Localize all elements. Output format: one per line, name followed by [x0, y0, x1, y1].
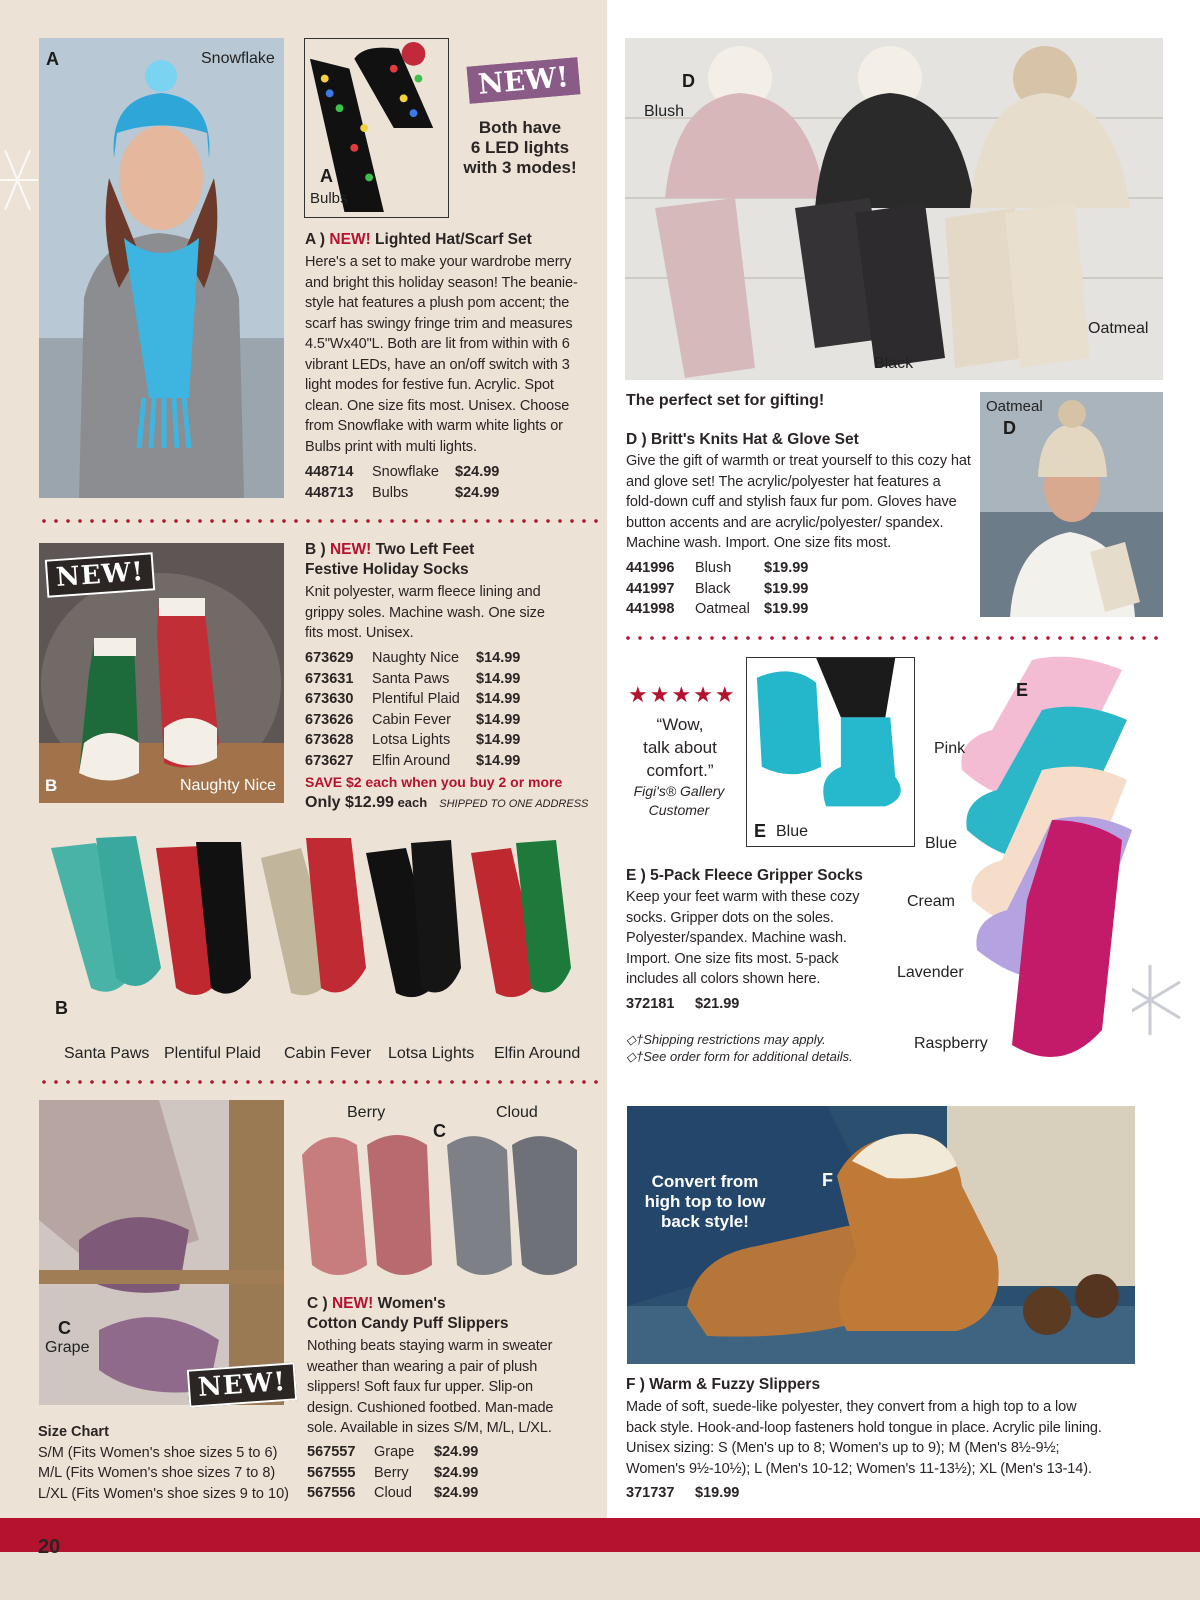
item-e-description: Keep your feet warm with these cozy socks. Gripper dots on the soles. Polyester/spandex. Machine wash. Import. One size fits most. 5-pack includes all colors shown here. — [626, 889, 860, 987]
item-a-description: Here's a set to make your wardrobe merry and bright this holiday season! The beanie-style hat features a plush pom accent; the scarf has swingy fringe trim and measures 4.5"Wx40"L. Both are lit from within with 6 vibrant LEDs, have an on/off switch with 3 light modes for festive fun. Acrylic. Spot clean. One size fits most. Unisex. Choose from Snowflake with warm white lights or Bulbs print with multi lights. — [305, 254, 578, 455]
multi-buy-price: Only $12.99 each SHIPPED TO ONE ADDRESS — [305, 794, 589, 811]
photo-letter-f: F — [822, 1170, 833, 1190]
pair-letter-c: C — [433, 1121, 446, 1141]
inset-letter-e: E — [754, 821, 767, 841]
item-a-name: Lighted Hat/Scarf Set — [370, 231, 532, 248]
item-a-sku-list — [305, 462, 499, 503]
item-f-title: F ) Warm & Fuzzy Slippers — [626, 1376, 821, 1393]
sku-row: 567557 Grape $24.99 — [307, 1444, 479, 1460]
sku-row: 673631 Santa Paws $14.99 — [305, 670, 521, 687]
item-a-new: NEW! — [329, 231, 371, 248]
item-d-description: Give the gift of warmth or treat yourself to this cozy hat and glove set! The acrylic/polyester hat features a fold-down cuff and stylish faux fur pom. Gloves have button accents and are acrylic/polyester/ spandex. Machine wash. Import. One size fits most. — [626, 453, 971, 551]
shipping-note: ◇†Shipping restrictions may apply. — [626, 1032, 826, 1047]
variant-label-snowflake: Snowflake — [201, 50, 275, 67]
photo-letter-a: A — [46, 49, 59, 69]
size-chart-row: S/M (Fits Women's shoe sizes 5 to 6) — [38, 1444, 278, 1461]
item-c-sku-list — [307, 1442, 478, 1504]
inset-letter-a: A — [320, 166, 333, 186]
sku-row: 567555 Berry $24.99 — [307, 1464, 479, 1481]
size-chart — [38, 1422, 289, 1504]
led-callout: Both have 6 LED lights with 3 modes! — [463, 118, 577, 177]
variant-label-black: Black — [874, 355, 914, 372]
warm-fuzzy-slippers-photo — [627, 1106, 1135, 1364]
order-form-note: ◇†See order form for additional details. — [626, 1049, 853, 1064]
item-e-sku — [626, 994, 739, 1015]
footer-band — [0, 1518, 1200, 1552]
footer-strip — [0, 1552, 1200, 1600]
sku-row: 448713 Bulbs $24.99 — [305, 484, 500, 501]
sku-row: 673626 Cabin Fever $14.99 — [305, 711, 521, 728]
item-c-title-line2: Cotton Candy Puff Slippers — [307, 1315, 509, 1332]
item-b-title: B ) NEW! Two Left Feet — [305, 541, 475, 558]
sku-row: 567556 Cloud $24.99 — [307, 1485, 479, 1501]
five-pack-socks-photo — [942, 650, 1132, 1075]
new-badge-b: NEW! — [45, 552, 156, 597]
hat-glove-set-photo — [625, 38, 1163, 380]
color-label-raspberry: Raspberry — [914, 1035, 988, 1052]
variant-label-santa-paws: Santa Paws — [64, 1045, 150, 1062]
item-c-description: Nothing beats staying warm in sweater weather than wearing a pair of plush slippers! Soft faux fur upper. Slip-on design. Cushioned footbed. Man-made sole. Available in sizes S/M, M/L, L/XL. — [307, 1338, 554, 1436]
color-label-pink: Pink — [934, 740, 966, 757]
item-b-description: Knit polyester, warm fleece lining and grippy soles. Machine wash. One size fits most. Unisex. — [305, 584, 545, 641]
sku-row: 372181 $21.99 — [626, 996, 740, 1012]
color-label-cream: Cream — [907, 893, 956, 910]
blue-sock-inset-photo — [746, 657, 915, 847]
new-badge-a: NEW! — [467, 57, 580, 104]
sku-row: 441998 Oatmeal $19.99 — [626, 601, 809, 617]
item-a-title — [305, 230, 595, 250]
variant-label-oatmeal-inset: Oatmeal — [986, 398, 1043, 415]
variant-label-berry: Berry — [347, 1104, 386, 1121]
quote-attribution: Figi's® Gallery Customer — [633, 783, 725, 818]
item-c-title: C ) NEW! Women's — [307, 1295, 446, 1312]
customer-quote: “Wow, talk about comfort.” — [643, 715, 717, 780]
item-a-prefix: A ) — [305, 231, 330, 248]
variant-label-grape: Grape — [45, 1339, 90, 1356]
sku-row: 673630 Plentiful Plaid $14.99 — [305, 691, 521, 707]
grape-slippers-photo — [39, 1100, 284, 1405]
sku-row: 441996 Blush $19.99 — [626, 560, 809, 576]
dotted-divider — [622, 636, 1164, 640]
sku-row: 371737 $19.99 — [626, 1485, 740, 1501]
page-number: 20 — [38, 1536, 61, 1558]
photo-letter-e: E — [1016, 680, 1029, 700]
color-label-lavender: Lavender — [897, 964, 964, 981]
variant-label-plentiful-plaid: Plentiful Plaid — [164, 1045, 261, 1062]
item-b-title-line2: Festive Holiday Socks — [305, 561, 469, 578]
holiday-socks-row-photo — [36, 828, 584, 1008]
variant-label-cabin-fever: Cabin Fever — [284, 1045, 372, 1062]
variant-label-oatmeal: Oatmeal — [1088, 320, 1149, 337]
photo-letter-d: D — [682, 71, 695, 91]
sku-row: 448714 Snowflake $24.99 — [305, 464, 500, 480]
sku-row: 441997 Black $19.99 — [626, 580, 809, 597]
item-f-sku — [626, 1483, 739, 1504]
variant-label-lotsa-lights: Lotsa Lights — [388, 1045, 475, 1062]
item-b-sku-list — [305, 648, 520, 771]
photo-letter-c: C — [58, 1318, 71, 1338]
size-chart-row: M/L (Fits Women's shoe sizes 7 to 8) — [38, 1465, 276, 1481]
item-d-title: D ) Britt's Knits Hat & Glove Set — [626, 431, 859, 448]
multi-buy-offer: SAVE $2 each when you buy 2 or more — [305, 774, 563, 790]
item-e-title: E ) 5-Pack Fleece Gripper Socks — [626, 867, 863, 884]
variant-label-elfin-around: Elfin Around — [494, 1045, 581, 1062]
variant-label-bulbs: Bulbs — [310, 190, 348, 207]
variant-label-cloud: Cloud — [496, 1104, 538, 1121]
color-label-blue: Blue — [925, 835, 958, 852]
item-d-sku-list — [626, 558, 808, 620]
inset-letter-d: D — [1003, 418, 1016, 438]
rating-stars: ★★★★★ — [628, 682, 737, 707]
sku-row: 673627 Elfin Around $14.99 — [305, 752, 521, 769]
convertible-callout: Convert from high top to low back style! — [644, 1172, 766, 1231]
size-chart-row: L/XL (Fits Women's shoe sizes 9 to 10) — [38, 1485, 289, 1502]
sku-row: 673629 Naughty Nice $14.99 — [305, 650, 521, 666]
dotted-divider — [38, 519, 598, 523]
new-badge-c: NEW! — [187, 1362, 298, 1407]
sku-row: 673628 Lotsa Lights $14.99 — [305, 732, 521, 748]
gift-headline: The perfect set for gifting! — [626, 392, 825, 409]
row-letter-b: B — [55, 998, 68, 1018]
variant-label-blue-inset: Blue — [776, 823, 809, 840]
variant-label-naughty-nice: Naughty Nice — [180, 777, 277, 794]
snowflake-icon — [0, 120, 40, 240]
snowflake-hat-scarf-photo — [39, 38, 284, 498]
dotted-divider — [38, 1080, 598, 1084]
size-chart-title: Size Chart — [38, 1424, 109, 1440]
variant-label-blush: Blush — [644, 103, 685, 120]
item-f-description: Made of soft, suede-like polyester, they convert from a high top to a low back style. Hook-and-loop fasteners hold tongue in place. Acrylic pile lining. Unisex sizing: S (Men's up to 8; Women's up to 9); M (Men's 8½-9½; Women's 9½-10½); L (Men's 10-12; Women's 11-13½); XL (Men's 13-14). — [626, 1399, 1102, 1477]
photo-letter-b: B — [45, 776, 58, 795]
